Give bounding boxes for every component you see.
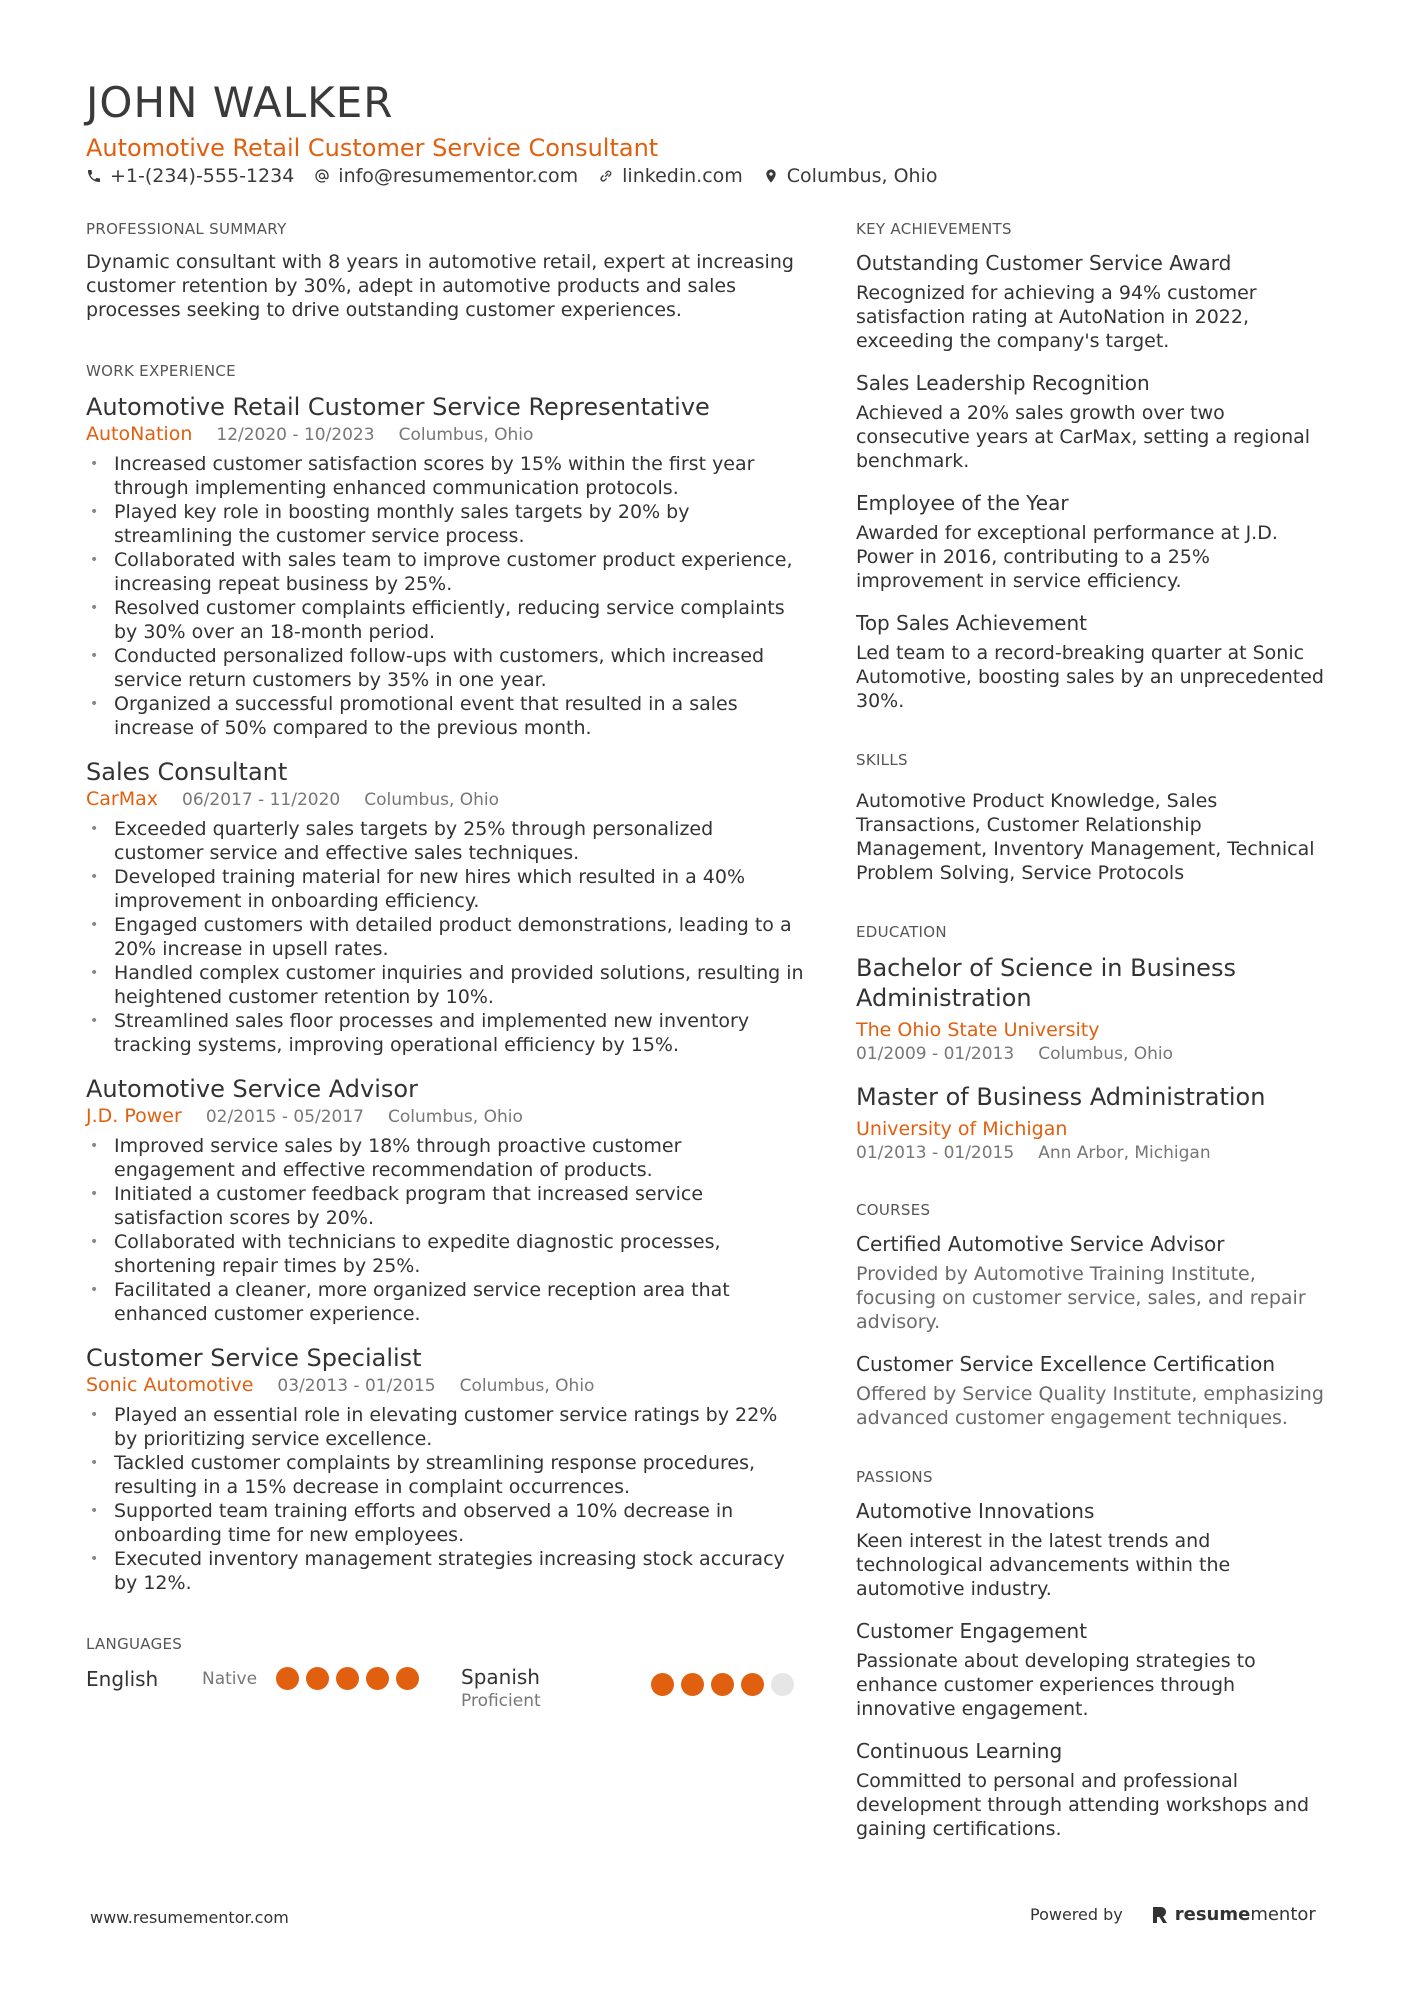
job-company: Sonic Automotive [86, 1374, 254, 1396]
rating-dot-filled [681, 1673, 704, 1696]
brand-bold: resume [1174, 1904, 1251, 1925]
job-location: Columbus, Ohio [459, 1376, 595, 1396]
job-title: Sales Consultant [86, 758, 288, 786]
education-school: The Ohio State University [856, 1019, 1100, 1041]
job-bullet: • Increased customer satisfaction scores by 15% within the first year through implementing enhanced communication protocols. [86, 452, 806, 500]
job-bullet: • Initiated a customer feedback program that increased service satisfaction scores by 20%. [86, 1182, 806, 1230]
job-bullet: • Streamlined sales floor processes and implemented new inventory tracking systems, improving operational efficiency by 15%. [86, 1009, 806, 1057]
course-desc: Provided by Automotive Training Institute, focusing on customer service, sales, and repair advisory. [856, 1263, 1306, 1333]
passion-desc: Keen interest in the latest trends and technological advancements within the automotive industry. [856, 1530, 1231, 1600]
skills-text: Automotive Product Knowledge, Sales Transactions, Customer Relationship Management, Inventory Management, Technical Problem Solving, Service Protocols [856, 790, 1315, 884]
education-dates: 01/2009 - 01/2013 [856, 1044, 1015, 1064]
contact-location [763, 165, 938, 187]
achievements-heading: KEY ACHIEVEMENTS [856, 220, 1012, 238]
achievement-title: Outstanding Customer Service Award [856, 251, 1232, 275]
education-meta [856, 1143, 1336, 1163]
rating-dot-filled [276, 1667, 299, 1690]
job-bullet: • Resolved customer complaints efficiently, reducing service complaints by 30% over an 18-month period. [86, 596, 806, 644]
job-location: Columbus, Ohio [398, 425, 534, 445]
brand-rest: mentor [1250, 1904, 1316, 1925]
rating-dot-filled [741, 1673, 764, 1696]
linkedin-link[interactable]: linkedin.com [622, 165, 743, 187]
job-bullets [86, 817, 806, 1057]
job-title: Customer Service Specialist [86, 1344, 422, 1372]
course-title: Certified Automotive Service Advisor [856, 1232, 1225, 1256]
job-title: Automotive Service Advisor [86, 1075, 418, 1103]
link-icon [598, 168, 622, 184]
education-school: University of Michigan [856, 1118, 1068, 1140]
job-bullet: • Exceeded quarterly sales targets by 25% through personalized customer service and effective sales techniques. [86, 817, 806, 865]
course-title: Customer Service Excellence Certification [856, 1352, 1276, 1376]
job-bullet: • Improved service sales by 18% through proactive customer engagement and effective recommendation of products. [86, 1134, 806, 1182]
language-name: Spanish [461, 1665, 540, 1689]
passion-title: Continuous Learning [856, 1739, 1063, 1763]
course-desc: Offered by Service Quality Institute, emphasizing advanced customer engagement techniques. [856, 1383, 1324, 1429]
job-dates: 12/2020 - 10/2023 [216, 425, 375, 445]
job-dates: 02/2015 - 05/2017 [205, 1107, 365, 1127]
job-meta [86, 422, 806, 447]
contact-email[interactable] [314, 165, 578, 187]
job-company: J.D. Power [86, 1105, 182, 1127]
courses-heading: COURSES [856, 1201, 931, 1219]
education-item [856, 1082, 1336, 1163]
contact-linkedin[interactable] [598, 165, 743, 187]
languages-heading: LANGUAGES [86, 1635, 183, 1653]
candidate-headline: Automotive Retail Customer Service Consultant [86, 134, 659, 162]
job-bullet: • Collaborated with sales team to improve customer product experience, increasing repeat business by 25%. [86, 548, 806, 596]
job-entry [86, 1343, 806, 1595]
job-entry [86, 1074, 806, 1326]
job-meta [86, 1104, 806, 1129]
brand-logo[interactable] [1151, 1904, 1316, 1925]
achievement-title: Top Sales Achievement [856, 611, 1088, 635]
passion-title: Automotive Innovations [856, 1499, 1095, 1523]
job-bullet: • Facilitated a cleaner, more organized service reception area that enhanced customer experience. [86, 1278, 806, 1326]
education-dates: 01/2013 - 01/2015 [856, 1143, 1015, 1163]
language-rating [651, 1673, 801, 1696]
education-heading: EDUCATION [856, 923, 947, 941]
right-column [856, 220, 1336, 1841]
course-item [856, 1351, 1336, 1430]
job-meta [86, 1373, 806, 1398]
language-level: Native [202, 1669, 258, 1689]
job-bullets [86, 452, 806, 740]
skills-heading: SKILLS [856, 751, 908, 769]
achievement-item [856, 250, 1336, 353]
passion-title: Customer Engagement [856, 1619, 1088, 1643]
job-bullet: • Engaged customers with detailed product demonstrations, leading to a 20% increase in upsell rates. [86, 913, 806, 961]
rating-dot-filled [306, 1667, 329, 1690]
work-heading: WORK EXPERIENCE [86, 362, 236, 380]
achievement-title: Employee of the Year [856, 491, 1069, 515]
education-location: Columbus, Ohio [1038, 1044, 1174, 1064]
passion-item [856, 1738, 1336, 1841]
job-title: Automotive Retail Customer Service Representative [86, 393, 710, 421]
achievement-item [856, 490, 1336, 593]
job-bullet: • Conducted personalized follow-ups with customers, which increased service return customers by 35% in one year. [86, 644, 806, 692]
job-bullet: • Handled complex customer inquiries and provided solutions, resulting in heightened customer retention by 10%. [86, 961, 806, 1009]
job-location: Columbus, Ohio [388, 1107, 523, 1127]
passion-item [856, 1498, 1336, 1601]
candidate-name: JOHN WALKER [86, 78, 394, 127]
education-degree: Bachelor of Science in Business Administration [856, 954, 1236, 1012]
location-pin-icon [763, 168, 787, 184]
rating-dot-filled [711, 1673, 734, 1696]
passions-heading: PASSIONS [856, 1468, 933, 1486]
language-name: English [86, 1667, 159, 1691]
job-bullet: • Played key role in boosting monthly sales targets by 20% by streamlining the customer service process. [86, 500, 806, 548]
job-bullets [86, 1134, 806, 1326]
job-entry [86, 392, 806, 740]
job-meta [86, 787, 806, 812]
education-location: Ann Arbor, Michigan [1038, 1143, 1211, 1163]
phone-text: +1-(234)-555-1234 [110, 165, 295, 187]
footer-website[interactable]: www.resumementor.com [90, 1908, 289, 1927]
achievement-desc: Achieved a 20% sales growth over two consecutive years at CarMax, setting a regional benchmark. [856, 402, 1311, 472]
location-text: Columbus, Ohio [786, 165, 938, 187]
language-level: Proficient [461, 1691, 541, 1711]
passion-item [856, 1618, 1336, 1721]
job-dates: 03/2013 - 01/2015 [277, 1376, 436, 1396]
phone-icon [86, 168, 110, 184]
education-meta [856, 1044, 1336, 1064]
job-bullets [86, 1403, 806, 1595]
achievement-title: Sales Leadership Recognition [856, 371, 1150, 395]
powered-by-text: Powered by [1030, 1905, 1123, 1924]
contact-bar [86, 165, 957, 187]
achievement-desc: Recognized for achieving a 94% customer satisfaction rating at AutoNation in 2022, exceeding the company's target. [856, 282, 1257, 352]
email-link[interactable]: info@resumementor.com [338, 165, 579, 187]
brand-mark-icon [1151, 1905, 1169, 1925]
job-bullet: • Collaborated with technicians to expedite diagnostic processes, shortening repair times by 25%. [86, 1230, 806, 1278]
at-sign-icon [314, 168, 338, 184]
contact-phone [86, 165, 294, 187]
rating-dot-filled [336, 1667, 359, 1690]
job-bullet: • Executed inventory management strategies increasing stock accuracy by 12%. [86, 1547, 806, 1595]
job-bullet: • Organized a successful promotional event that resulted in a sales increase of 50% compared to the previous month. [86, 692, 806, 740]
rating-dot-filled [651, 1673, 674, 1696]
footer-brand [1030, 1904, 1316, 1925]
left-column [86, 220, 806, 1723]
job-bullet: • Played an essential role in elevating customer service ratings by 22% by prioritizing service excellence. [86, 1403, 806, 1451]
achievement-item [856, 370, 1336, 473]
job-location: Columbus, Ohio [364, 790, 500, 810]
rating-dot-filled [396, 1667, 419, 1690]
education-item [856, 953, 1336, 1064]
language-rating [276, 1667, 426, 1690]
passion-desc: Passionate about developing strategies to enhance customer experiences through innovative engagement. [856, 1650, 1256, 1720]
job-company: CarMax [86, 788, 159, 810]
job-bullet: • Developed training material for new hires which resulted in a 40% improvement in onboarding efficiency. [86, 865, 806, 913]
education-degree: Master of Business Administration [856, 1083, 1266, 1111]
rating-dot-empty [771, 1673, 794, 1696]
summary-heading: PROFESSIONAL SUMMARY [86, 220, 287, 238]
job-entry [86, 757, 806, 1057]
job-company: AutoNation [86, 423, 193, 445]
course-item [856, 1231, 1336, 1334]
achievement-item [856, 610, 1336, 713]
achievement-desc: Led team to a record-breaking quarter at Sonic Automotive, boosting sales by an unprecedented 30%. [856, 642, 1324, 712]
passion-desc: Committed to personal and professional development through attending workshops and gaining certifications. [856, 1770, 1310, 1840]
job-bullet: • Tackled customer complaints by streamlining response procedures, resulting in a 15% decrease in complaint occurrences. [86, 1451, 806, 1499]
summary-text: Dynamic consultant with 8 years in automotive retail, expert at increasing customer retention by 30%, adept in automotive products and sales processes seeking to drive outstanding customer experiences. [86, 251, 794, 321]
job-dates: 06/2017 - 11/2020 [182, 790, 341, 810]
achievement-desc: Awarded for exceptional performance at J.D. Power in 2016, contributing to a 25% improvement in service efficiency. [856, 522, 1278, 592]
job-bullet: • Supported team training efforts and observed a 10% decrease in onboarding time for new employees. [86, 1499, 806, 1547]
rating-dot-filled [366, 1667, 389, 1690]
languages-list [86, 1663, 806, 1723]
